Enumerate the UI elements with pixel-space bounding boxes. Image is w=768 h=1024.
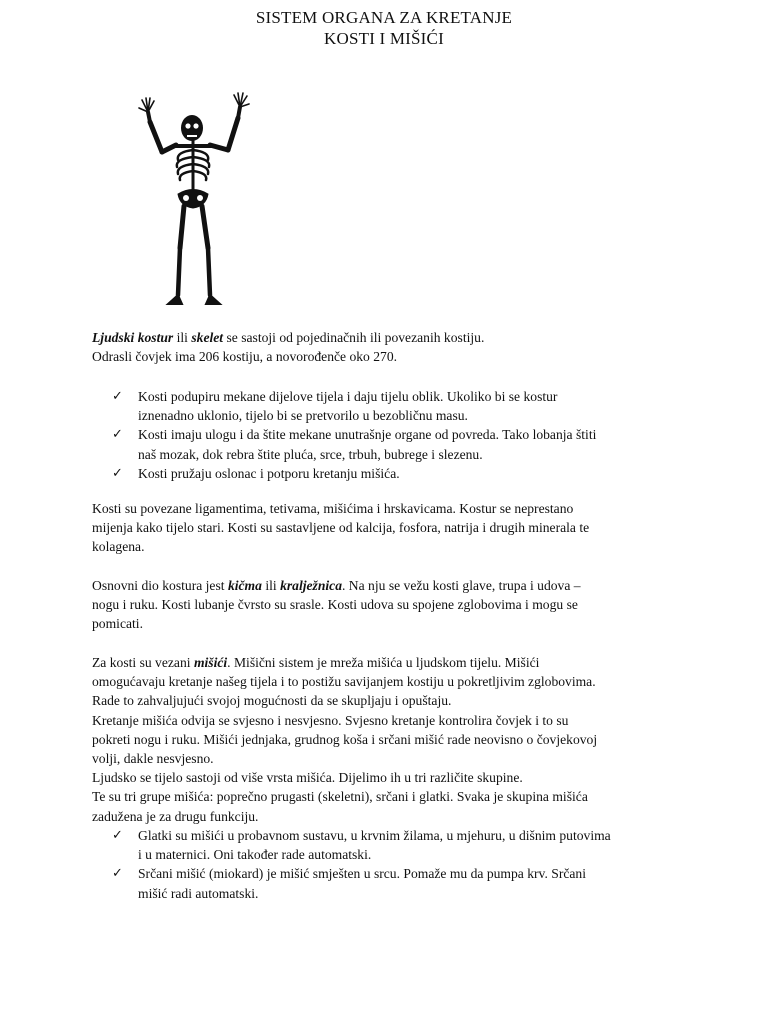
paragraph-line: Rade to zahvaljujući svojoj mogućnosti da se skupljaju i opuštaju. — [92, 693, 452, 709]
term-kraljeznica: kralježnica — [280, 578, 342, 593]
list-line: i u maternici. Oni također rade automatski. — [138, 847, 372, 863]
paragraph-line: zadužena je za drugu funkciju. — [92, 808, 259, 824]
paragraph-line: omogućavaju kretanje našeg tijela i to postižu savijanjem kostiju u pokretljivim zglobovima. — [92, 674, 596, 690]
term-skelet: skelet — [191, 330, 224, 345]
paragraph-line: Kosti su povezane ligamentima, tetivama, mišićima i hrskavicama. Kostur se neprestano — [92, 501, 574, 516]
skeleton-illustration-icon — [128, 90, 258, 315]
term-kicma: kičma — [227, 578, 262, 593]
list-line: mišić radi automatski. — [138, 885, 259, 901]
document-subtitle: KOSTI I MIŠIĆI — [324, 29, 444, 48]
document-title: SISTEM ORGANA ZA KRETANJE — [255, 8, 513, 27]
list-line: Srčani mišić (miokard) je mišić smješten u srcu. Pomaže mu da pumpa krv. Srčani — [138, 866, 586, 882]
paragraph-line: Kretanje mišića odvija se svjesno i nesvjesno. Svjesno kretanje kontrolira čovjek i to su — [92, 712, 569, 728]
list-line: Kosti pružaju oslonac i potporu kretanju mišića. — [138, 465, 400, 481]
paragraph-line: Ljudsko se tijelo sastoji od više vrsta mišića. Dijelimo ih u tri različite skupine. — [92, 770, 523, 786]
term-misici: mišići — [193, 655, 228, 670]
paragraph-line: Te su tri grupe mišića: poprečno prugasti (skeletni), srčani i glatki. Svaka je skupina mišića — [92, 789, 588, 805]
list-item — [112, 387, 712, 425]
muscle-types-list — [112, 826, 712, 903]
list-line: Kosti imaju ulogu i da štite mekane unutrašnje organe od povreda. Tako lobanja štiti — [138, 427, 597, 443]
checkmark-icon: ✓ — [112, 465, 123, 481]
text: ili — [261, 578, 281, 593]
list-item — [112, 864, 712, 902]
text: ili — [173, 330, 192, 345]
text: . Na nju se vežu kosti glave, trupa i udova – — [342, 578, 581, 593]
paragraph-line: volji, dakle nesvjesno. — [92, 751, 214, 767]
checkmark-icon: ✓ — [112, 828, 123, 843]
checkmark-icon: ✓ — [112, 427, 123, 443]
text: Za kosti su vezani — [92, 655, 194, 670]
checkmark-icon: ✓ — [112, 866, 123, 882]
checkmark-icon: ✓ — [112, 389, 123, 404]
list-line: Kosti podupiru mekane dijelove tijela i daju tijelu oblik. Ukoliko bi se kostur — [138, 389, 558, 404]
paragraph-line: pokreti nogu i ruku. Mišići jednjaka, grudnog koša i srčani mišić rade neovisno o čovjekovoj — [92, 731, 598, 747]
paragraph-spine — [92, 576, 692, 634]
paragraph-bone-composition — [92, 499, 692, 557]
paragraph-skeleton-intro — [92, 328, 692, 366]
paragraph-muscles — [92, 653, 692, 826]
paragraph-line: pomicati. — [92, 616, 143, 632]
list-line: iznenadno uklonio, tijelo bi se pretvorilo u bezobličnu masu. — [138, 408, 468, 424]
bone-functions-list — [112, 387, 712, 483]
paragraph-line: nogu i ruku. Kosti lubanje čvrsto su srasle. Kosti udova su spojene zglobovima i mogu se — [92, 597, 578, 613]
paragraph-line: Odrasli čovjek ima 206 kostiju, a novorođenče oko 270. — [92, 349, 398, 365]
paragraph-line: mijenja kako tijelo stari. Kosti su sastavljene od kalcija, fosfora, natrija i drugih minerala te — [92, 520, 590, 536]
list-item — [112, 464, 712, 483]
list-line: Glatki su mišići u probavnom sustavu, u krvnim žilama, u mjehuru, u dišnim putovima — [138, 828, 611, 843]
list-item — [112, 425, 712, 463]
text: . Mišični sistem je mreža mišića u ljudskom tijelu. Mišići — [227, 655, 540, 670]
paragraph-line: kolagena. — [92, 539, 145, 555]
text: Osnovni dio kostura jest — [92, 578, 228, 593]
term-ljudski-kostur: Ljudski kostur — [92, 330, 174, 345]
list-line: naš mozak, dok rebra štite pluća, srce, trbuh, bubrege i slezenu. — [138, 446, 483, 462]
text: se sastoji od pojedinačnih ili povezanih kostiju. — [223, 330, 485, 345]
list-item — [112, 826, 712, 864]
